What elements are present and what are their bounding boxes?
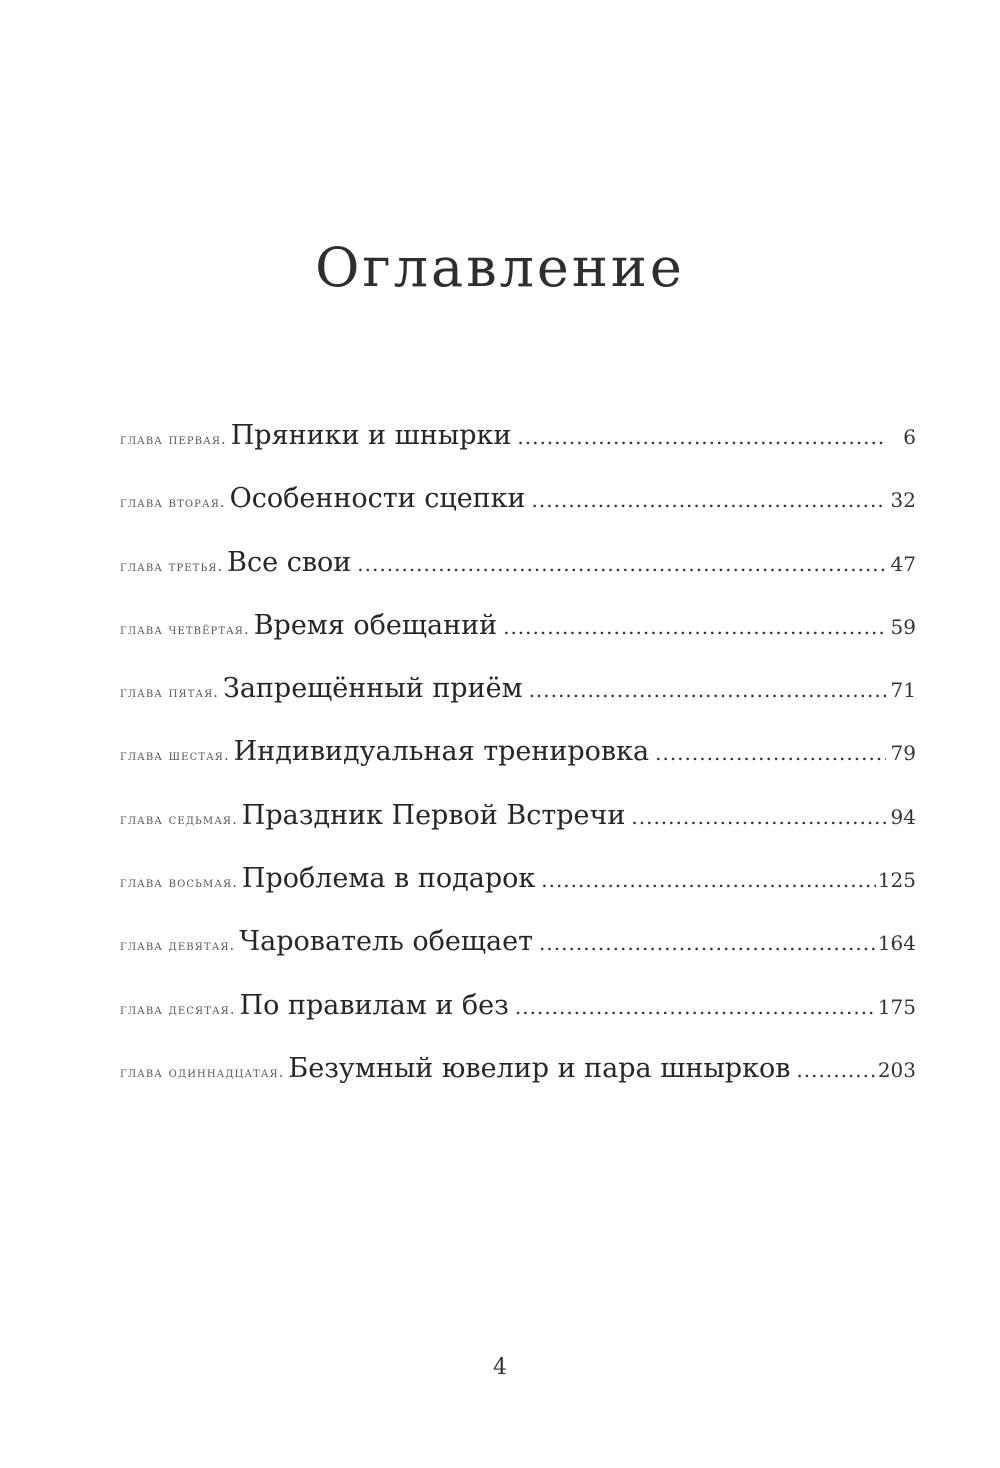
toc-entry-3[interactable]: [120, 547, 916, 610]
chapter-label: глава вторая.: [120, 495, 226, 512]
toc-entry-11[interactable]: [120, 1053, 916, 1116]
toc-entry-10[interactable]: [120, 990, 916, 1053]
page-number: 164: [877, 931, 916, 956]
chapter-label: глава четвёртая.: [120, 621, 250, 638]
dot-leader: [655, 741, 886, 765]
page-number: 79: [890, 741, 916, 766]
table-of-contents: [120, 420, 916, 1116]
chapter-label: глава восьмая.: [120, 875, 238, 892]
chapter-label: глава шестая.: [120, 748, 230, 765]
page-number: 6: [903, 425, 916, 449]
toc-entry-1[interactable]: [120, 420, 916, 483]
dot-leader: [515, 995, 876, 1019]
page-folio: 4: [493, 1355, 507, 1380]
chapter-title: Время обещаний: [253, 609, 498, 641]
page-title: Оглавление: [315, 236, 685, 299]
toc-entry-8[interactable]: [120, 863, 916, 926]
chapter-label: глава десятая.: [120, 1001, 236, 1018]
page-number: 32: [890, 488, 916, 513]
toc-entry-4[interactable]: [120, 610, 916, 673]
chapter-label: глава девятая.: [120, 938, 236, 955]
chapter-title: Запрещённый приём: [223, 673, 523, 705]
dot-leader: [532, 488, 886, 512]
toc-entry-7[interactable]: [120, 800, 916, 863]
page-number: 125: [877, 868, 916, 893]
page-number: 47: [890, 551, 916, 576]
chapter-title: Индивидуальная тренировка: [233, 736, 650, 768]
page-number: 94: [890, 804, 916, 829]
toc-entry-9[interactable]: [120, 926, 916, 989]
dot-leader: [539, 931, 876, 955]
chapter-title: Проблема в подарок: [241, 863, 536, 895]
chapter-title: Особенности сцепки: [229, 483, 526, 515]
dot-leader: [529, 678, 886, 702]
page-number: 203: [877, 1057, 916, 1082]
toc-entry-5[interactable]: [120, 673, 916, 736]
chapter-label: глава одиннадцатая.: [120, 1064, 285, 1081]
dot-leader: [541, 868, 876, 892]
chapter-title: По правилам и без: [239, 989, 509, 1021]
chapter-title: Праздник Первой Встречи: [241, 799, 626, 831]
chapter-title: Чарователь обещает: [239, 926, 534, 958]
page-number: 71: [890, 678, 916, 703]
chapter-label: глава первая.: [120, 432, 227, 448]
page-number: 59: [890, 614, 916, 639]
toc-entry-6[interactable]: [120, 736, 916, 799]
dot-leader: [631, 805, 886, 829]
chapter-title: Все свои: [227, 546, 352, 578]
dot-leader: [357, 552, 886, 576]
chapter-label: глава третья.: [120, 558, 224, 575]
page-number: 175: [877, 994, 916, 1019]
chapter-title: Пряники и шнырки: [230, 420, 512, 451]
chapter-label: глава пятая.: [120, 685, 219, 702]
toc-entry-2[interactable]: [120, 483, 916, 546]
chapter-label: глава седьмая.: [120, 811, 238, 828]
dot-leader: [503, 615, 886, 639]
chapter-title: Безумный ювелир и пара шнырков: [288, 1052, 791, 1084]
dot-leader: [796, 1058, 875, 1082]
dot-leader: [517, 425, 886, 449]
